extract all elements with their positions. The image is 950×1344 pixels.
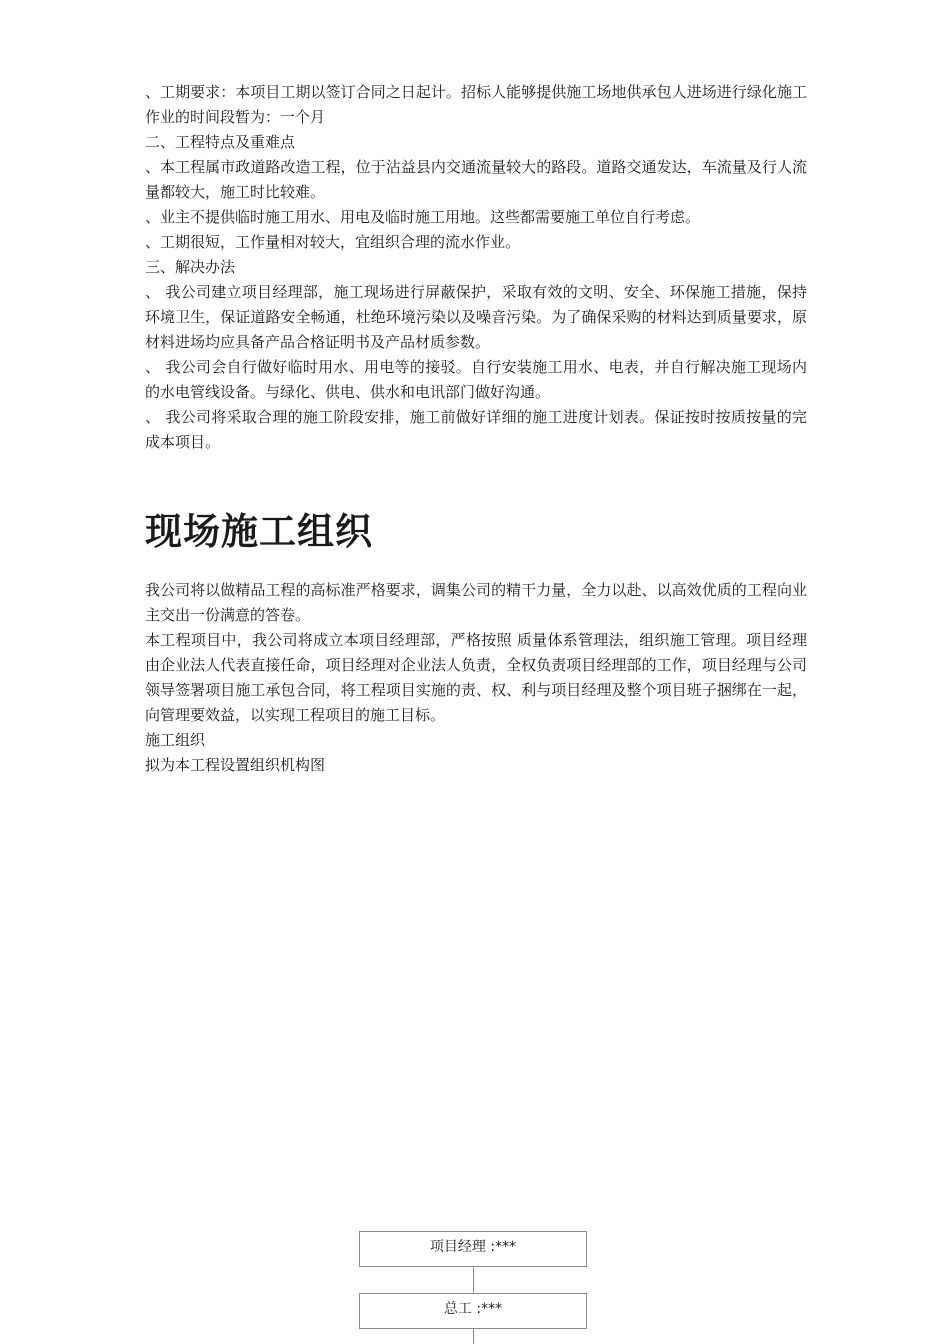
org-chart [0, 1220, 950, 1344]
paragraph-solution-utilities: 、 我公司会自行做好临时用水、用电等的接驳。自行安装施工用水、电表，并自行解决施工现场内的水电管线设备。与绿化、供电、供水和电讯部门做好沟通。 [145, 358, 807, 401]
paragraph-project-department: 本工程项目中，我公司将成立本项目经理部，严格按照 质量体系管理法，组织施工管理。项目经理由企业法人代表直接任命，项目经理对企业法人负责，全权负责项目经理部的工作，项目经理与公司领导签署项目施工承包合同，将工程项目实施的责、权、利与项目经理及整个项目班子捆绑在一起，向管理要效益，以实现工程项目的施工目标。 [145, 631, 807, 724]
org-node-project-manager: 项目经理 :*** [359, 1231, 587, 1267]
paragraph-no-utilities: 、业主不提供临时施工用水、用电及临时施工用地。这些都需要施工单位自行考虑。 [145, 208, 701, 226]
org-connector-line [473, 1267, 474, 1293]
org-node-chief-engineer: 总工 :*** [359, 1293, 587, 1329]
section-organization [145, 578, 807, 778]
paragraph-solution-schedule: 、 我公司将采取合理的施工阶段安排，施工前做好详细的施工进度计划表。保证按时按质按量的完成本项目。 [145, 408, 807, 451]
subheading-project-features: 二、工程特点及重难点 [145, 133, 296, 151]
document-page [145, 80, 807, 778]
section-heading: 现场施工组织 [145, 510, 373, 553]
paragraph-road-project: 、本工程属市政道路改造工程，位于沾益县内交通流量较大的路段。道路交通发达，车流量及行人流量都较大，施工时比较难。 [145, 158, 807, 201]
paragraph-org-chart-intro: 拟为本工程设置组织机构图 [145, 756, 326, 774]
subheading-solutions: 三、解决办法 [145, 258, 236, 276]
paragraph-solution-protection: 、 我公司建立项目经理部，施工现场进行屏蔽保护，采取有效的文明、安全、环保施工措施，保持环境卫生，保证道路安全畅通，杜绝环境污染以及噪音污染。为了确保采购的材料达到质量要求，原材料进场均应具备产品合格证明书及产品材质参数。 [145, 283, 807, 351]
paragraph-quality-commitment: 我公司将以做精品工程的高标准严格要求，调集公司的精干力量，全力以赴、以高效优质的工程向业主交出一份满意的答卷。 [145, 581, 807, 624]
org-connector-line [473, 1329, 474, 1344]
subheading-construction-organization: 施工组织 [145, 731, 206, 749]
paragraph-schedule-requirement: 、工期要求：本项目工期以签订合同之日起计。招标人能够提供施工场地供承包人进场进行绿化施工作业的时间段暂为：一个月 [145, 83, 807, 126]
section-requirements [145, 80, 807, 455]
paragraph-short-schedule: 、工期很短，工作量相对较大，宜组织合理的流水作业。 [145, 233, 521, 251]
